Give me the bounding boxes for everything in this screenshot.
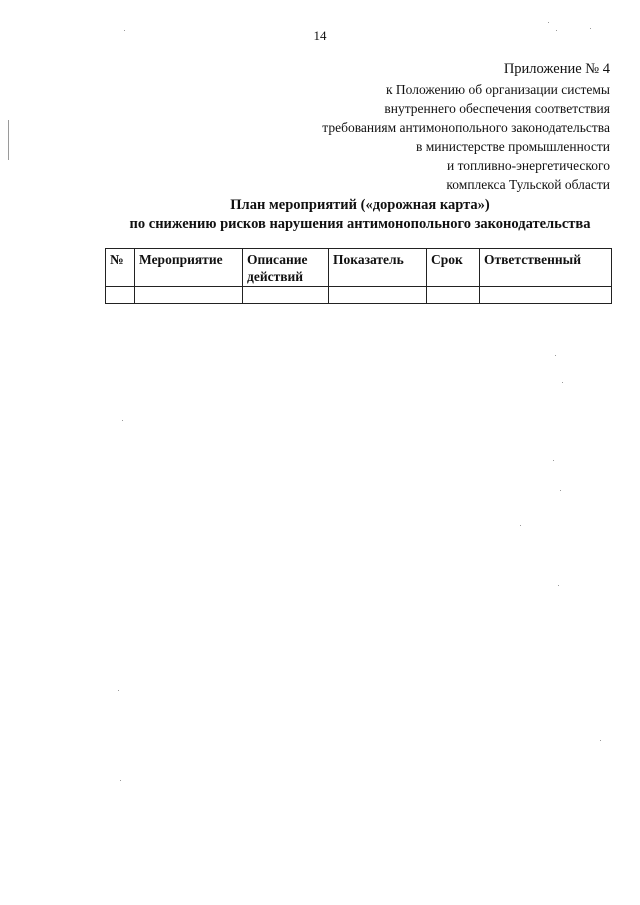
appendix-block xyxy=(250,60,610,194)
table-cell xyxy=(243,287,329,304)
table-cell xyxy=(427,287,480,304)
scan-speck xyxy=(8,120,9,160)
title-line-1: План мероприятий («дорожная карта») xyxy=(230,197,490,213)
appendix-line: комплекса Тульской области xyxy=(446,177,610,192)
scan-speck xyxy=(562,382,563,383)
scan-speck xyxy=(120,780,121,781)
appendix-line: и топливно-энергетического xyxy=(446,158,610,173)
scan-speck xyxy=(590,28,591,29)
table-header-row xyxy=(106,249,612,287)
header-description-line-1: Описание xyxy=(247,252,308,267)
header-activity: Мероприятие xyxy=(135,249,243,287)
appendix-number: Приложение № 4 xyxy=(503,61,610,77)
header-deadline: Срок xyxy=(427,249,480,287)
header-description-line-2: действий xyxy=(247,269,304,284)
table-cell xyxy=(135,287,243,304)
scan-speck xyxy=(555,355,556,356)
title-line-2: по снижению рисков нарушения антимонопольного законодательства xyxy=(129,216,591,232)
table-row xyxy=(106,287,612,304)
appendix-line: внутреннего обеспечения соответствия xyxy=(384,101,610,116)
scan-speck xyxy=(124,30,125,31)
table-cell xyxy=(329,287,427,304)
table-cell xyxy=(106,287,135,304)
header-number: № xyxy=(106,249,135,287)
scan-speck xyxy=(118,690,119,691)
scan-speck xyxy=(558,585,559,586)
scan-speck xyxy=(520,525,521,526)
appendix-line: требованиям антимонопольного законодательства xyxy=(322,120,610,135)
appendix-line: к Положению об организации системы xyxy=(385,82,610,97)
page-number: 14 xyxy=(313,28,327,43)
header-responsible: Ответственный xyxy=(480,249,612,287)
header-indicator: Показатель xyxy=(329,249,427,287)
scan-speck xyxy=(556,30,557,31)
scan-speck xyxy=(600,740,601,741)
scan-speck xyxy=(553,460,554,461)
scan-speck xyxy=(548,22,549,23)
scan-speck xyxy=(560,490,561,491)
table-cell xyxy=(480,287,612,304)
header-description xyxy=(243,249,329,287)
roadmap-table xyxy=(105,248,612,304)
appendix-line: в министерстве промышленности xyxy=(415,139,610,154)
document-title xyxy=(100,196,620,234)
scan-speck xyxy=(122,420,123,421)
